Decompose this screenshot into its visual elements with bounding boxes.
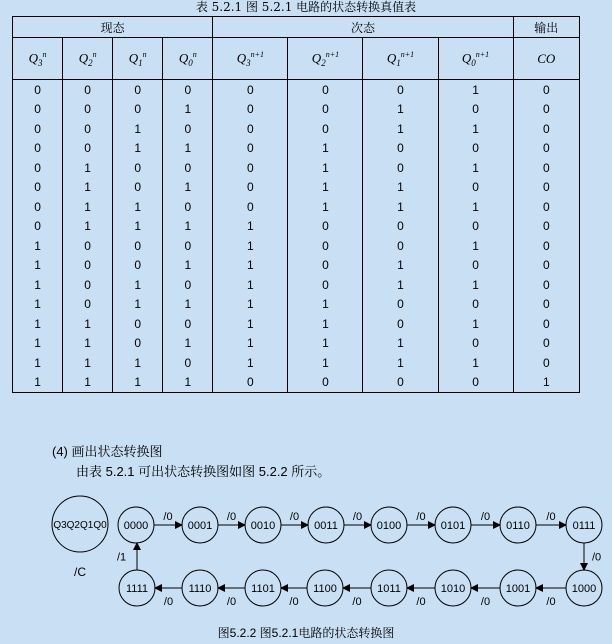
table-cell: 0 [163, 314, 213, 334]
table-row [13, 373, 580, 393]
legend-output-label: /C [74, 565, 86, 579]
table-row [13, 236, 580, 256]
table-cell: 1 [63, 373, 113, 393]
table-cell: 0 [113, 100, 163, 120]
table-cell: 0 [438, 217, 513, 237]
table-cell: 1 [13, 236, 63, 256]
table-cell: 0 [63, 236, 113, 256]
table-cell: 1 [163, 256, 213, 276]
state-label: 0111 [572, 520, 596, 532]
table-cell: 0 [13, 100, 63, 120]
table-cell: 0 [113, 236, 163, 256]
table-cell: 1 [113, 217, 163, 237]
table-cell: 0 [63, 100, 113, 120]
transition-label: /0 [480, 596, 491, 608]
table-cell: 1 [13, 275, 63, 295]
table-cell: 1 [288, 197, 363, 217]
table-cell: 1 [363, 256, 438, 276]
table-cell: 0 [513, 295, 579, 315]
transition-label: /0 [163, 511, 173, 523]
table-cell: 1 [113, 275, 163, 295]
table-cell: 1 [113, 197, 163, 217]
state-label: 1110 [188, 583, 212, 595]
table-row [13, 197, 580, 217]
table-cell: 1 [213, 256, 288, 276]
table-cell: 0 [363, 373, 438, 393]
state-label: 0110 [506, 520, 530, 532]
table-cell: 0 [113, 256, 163, 276]
table-cell: 1 [363, 119, 438, 139]
table-cell: 0 [438, 178, 513, 198]
table-cell: 1 [63, 334, 113, 354]
table-cell: 0 [513, 197, 579, 217]
table-cell: 0 [213, 158, 288, 178]
transition-label: /0 [480, 511, 491, 523]
table-cell: 0 [288, 236, 363, 256]
state-label: 1000 [571, 583, 597, 595]
col-co: CO [513, 38, 579, 80]
table-cell: 1 [438, 197, 513, 217]
table-cell: 0 [113, 314, 163, 334]
table-cell: 0 [13, 158, 63, 178]
table-cell: 1 [438, 275, 513, 295]
col-q3n1: $Q_3^{n+1}$ [213, 38, 288, 80]
table-cell: 1 [213, 353, 288, 373]
state-label: 0000 [123, 520, 149, 532]
table-cell: 0 [363, 217, 438, 237]
table-cell: 1 [363, 334, 438, 354]
table-cell: 1 [13, 295, 63, 315]
table-row [13, 158, 580, 178]
table-cell: 1 [288, 353, 363, 373]
table-cell: 1 [63, 353, 113, 373]
state-label: 0100 [376, 520, 402, 532]
table-cell: 1 [113, 373, 163, 393]
table-cell: 0 [513, 353, 579, 373]
transition-label: /0 [416, 596, 426, 608]
table-cell: 0 [513, 100, 579, 120]
table-cell: 1 [63, 197, 113, 217]
state-label: 1111 [125, 583, 149, 595]
table-cell: 0 [13, 197, 63, 217]
table-cell: 0 [63, 80, 113, 100]
table-caption: 表 5.2.1 图 5.2.1 电路的状态转换真值表 [195, 0, 417, 14]
state-label: 0011 [314, 520, 338, 532]
table-cell: 1 [213, 334, 288, 354]
table-cell: 1 [163, 139, 213, 159]
table-cell: 0 [363, 139, 438, 159]
transition-label: /0 [352, 511, 363, 523]
table-cell: 1 [113, 119, 163, 139]
state-label: 1001 [505, 583, 531, 595]
table-cell: 0 [163, 80, 213, 100]
table-cell: 0 [163, 158, 213, 178]
table-cell: 0 [513, 158, 579, 178]
table-cell: 0 [438, 100, 513, 120]
transition-label: /0 [226, 596, 237, 608]
table-cell: 1 [213, 295, 288, 315]
table-cell: 0 [163, 353, 213, 373]
present-state-header: 现态 [13, 17, 213, 38]
state-label: 1010 [440, 583, 466, 595]
table-cell: 1 [438, 236, 513, 256]
table-cell: 0 [213, 119, 288, 139]
table-cell: 1 [13, 334, 63, 354]
col-q0n: $Q_0^n$ [163, 38, 213, 80]
table-cell: 1 [213, 236, 288, 256]
table-cell: 0 [438, 139, 513, 159]
table-cell: 0 [288, 373, 363, 393]
table-cell: 1 [63, 314, 113, 334]
table-cell: 1 [213, 217, 288, 237]
table-cell: 1 [163, 178, 213, 198]
figure-caption: 图5.2.2 图5.2.1电路的状态转换图 [217, 626, 395, 640]
state-label: 0001 [187, 520, 213, 532]
table-cell: 0 [163, 275, 213, 295]
table-row [13, 334, 580, 354]
table-cell: 0 [13, 119, 63, 139]
table-cell: 0 [63, 119, 113, 139]
table-cell: 1 [288, 158, 363, 178]
table-row [13, 314, 580, 334]
table-cell: 1 [113, 353, 163, 373]
table-row [13, 119, 580, 139]
transition-label: /0 [416, 511, 426, 523]
table-cell: 0 [13, 178, 63, 198]
table-cell: 1 [113, 139, 163, 159]
table-cell: 0 [113, 80, 163, 100]
table-cell: 0 [213, 178, 288, 198]
table-cell: 0 [113, 334, 163, 354]
table-cell: 0 [13, 217, 63, 237]
table-cell: 1 [363, 100, 438, 120]
table-cell: 1 [288, 178, 363, 198]
table-cell: 1 [363, 353, 438, 373]
table-cell: 0 [513, 334, 579, 354]
transition-label: /0 [546, 596, 556, 608]
table-row [13, 275, 580, 295]
table-cell: 0 [163, 197, 213, 217]
table-cell: 0 [213, 80, 288, 100]
state-label: 1011 [377, 583, 401, 595]
table-cell: 0 [438, 256, 513, 276]
table-cell: 1 [113, 295, 163, 315]
table-cell: 1 [438, 158, 513, 178]
table-cell: 0 [513, 139, 579, 159]
table-cell: 0 [63, 139, 113, 159]
table-cell: 1 [163, 334, 213, 354]
wrap-label: /1 [117, 551, 127, 564]
col-q0n1: $Q_0^{n+1}$ [438, 38, 513, 80]
table-cell: 1 [438, 80, 513, 100]
table-cell: 1 [63, 217, 113, 237]
table-cell: 0 [513, 314, 579, 334]
table-cell: 0 [288, 119, 363, 139]
table-cell: 1 [13, 373, 63, 393]
table-row [13, 139, 580, 159]
step-text: 由表 5.2.1 可出状态转换图如图 5.2.2 所示。 [76, 464, 331, 479]
table-row [13, 256, 580, 276]
state-label: 0010 [250, 520, 276, 532]
transition-label: /0 [289, 596, 299, 608]
table-cell: 1 [438, 314, 513, 334]
table-cell: 0 [513, 119, 579, 139]
col-q3n: $Q_3^n$ [13, 38, 63, 80]
col-q1n1: $Q_1^{n+1}$ [363, 38, 438, 80]
table-cell: 0 [513, 256, 579, 276]
transition-label: /0 [546, 511, 556, 523]
table-cell: 1 [513, 373, 579, 393]
table-cell: 0 [513, 275, 579, 295]
table-cell: 0 [213, 139, 288, 159]
output-header: 输出 [513, 17, 579, 38]
table-cell: 0 [288, 275, 363, 295]
table-cell: 0 [513, 217, 579, 237]
table-cell: 0 [213, 197, 288, 217]
table-cell: 0 [288, 217, 363, 237]
table-cell: 1 [163, 100, 213, 120]
table-cell: 0 [13, 80, 63, 100]
table-cell: 1 [163, 373, 213, 393]
table-cell: 0 [163, 119, 213, 139]
legend-state-label: Q3Q2Q1Q0 [53, 520, 107, 531]
table-cell: 1 [63, 178, 113, 198]
table-cell: 1 [213, 314, 288, 334]
transition-label: /0 [352, 596, 362, 608]
table-cell: 0 [363, 236, 438, 256]
table-cell: 1 [163, 295, 213, 315]
table-cell: 0 [513, 178, 579, 198]
table-cell: 1 [163, 217, 213, 237]
transition-label: /0 [163, 596, 174, 608]
table-cell: 0 [438, 373, 513, 393]
step-heading: (4) 画出状态转换图 [52, 444, 163, 459]
table-cell: 0 [438, 295, 513, 315]
state-label: 0101 [440, 520, 466, 532]
truth-table [12, 16, 580, 393]
table-cell: 0 [288, 256, 363, 276]
table-cell: 0 [513, 80, 579, 100]
table-cell: 1 [288, 139, 363, 159]
table-cell: 0 [63, 256, 113, 276]
table-cell: 0 [363, 314, 438, 334]
col-q2n1: $Q_2^{n+1}$ [288, 38, 363, 80]
table-cell: 0 [113, 178, 163, 198]
table-cell: 0 [438, 334, 513, 354]
state-diagram [0, 480, 612, 622]
table-row [13, 178, 580, 198]
state-label: 1101 [251, 583, 275, 595]
table-cell: 1 [363, 178, 438, 198]
table-row [13, 217, 580, 237]
table-cell: 0 [63, 295, 113, 315]
table-cell: 1 [363, 275, 438, 295]
table-cell: 0 [63, 275, 113, 295]
table-cell: 0 [213, 100, 288, 120]
table-row [13, 353, 580, 373]
transition-label: /0 [592, 551, 602, 564]
table-cell: 0 [13, 139, 63, 159]
table-cell: 1 [63, 158, 113, 178]
table-cell: 0 [288, 100, 363, 120]
table-row [13, 295, 580, 315]
table-cell: 0 [363, 158, 438, 178]
table-cell: 0 [113, 158, 163, 178]
table-cell: 1 [13, 314, 63, 334]
table-row [13, 80, 580, 100]
table-cell: 0 [513, 236, 579, 256]
state-label: 1100 [313, 583, 337, 595]
col-q2n: $Q_2^n$ [63, 38, 113, 80]
table-cell: 0 [163, 236, 213, 256]
table-cell: 1 [438, 353, 513, 373]
table-row [13, 100, 580, 120]
table-cell: 1 [288, 314, 363, 334]
table-cell: 1 [13, 353, 63, 373]
table-cell: 0 [213, 373, 288, 393]
table-cell: 1 [213, 275, 288, 295]
table-cell: 0 [363, 80, 438, 100]
next-state-header: 次态 [213, 17, 513, 38]
table-cell: 1 [363, 197, 438, 217]
table-cell: 1 [438, 119, 513, 139]
table-cell: 0 [288, 80, 363, 100]
transition-label: /0 [226, 511, 237, 523]
table-cell: 0 [363, 295, 438, 315]
col-q1n: $Q_1^n$ [113, 38, 163, 80]
table-cell: 1 [288, 334, 363, 354]
table-cell: 1 [13, 256, 63, 276]
table-cell: 1 [288, 295, 363, 315]
transition-label: /0 [289, 511, 300, 523]
